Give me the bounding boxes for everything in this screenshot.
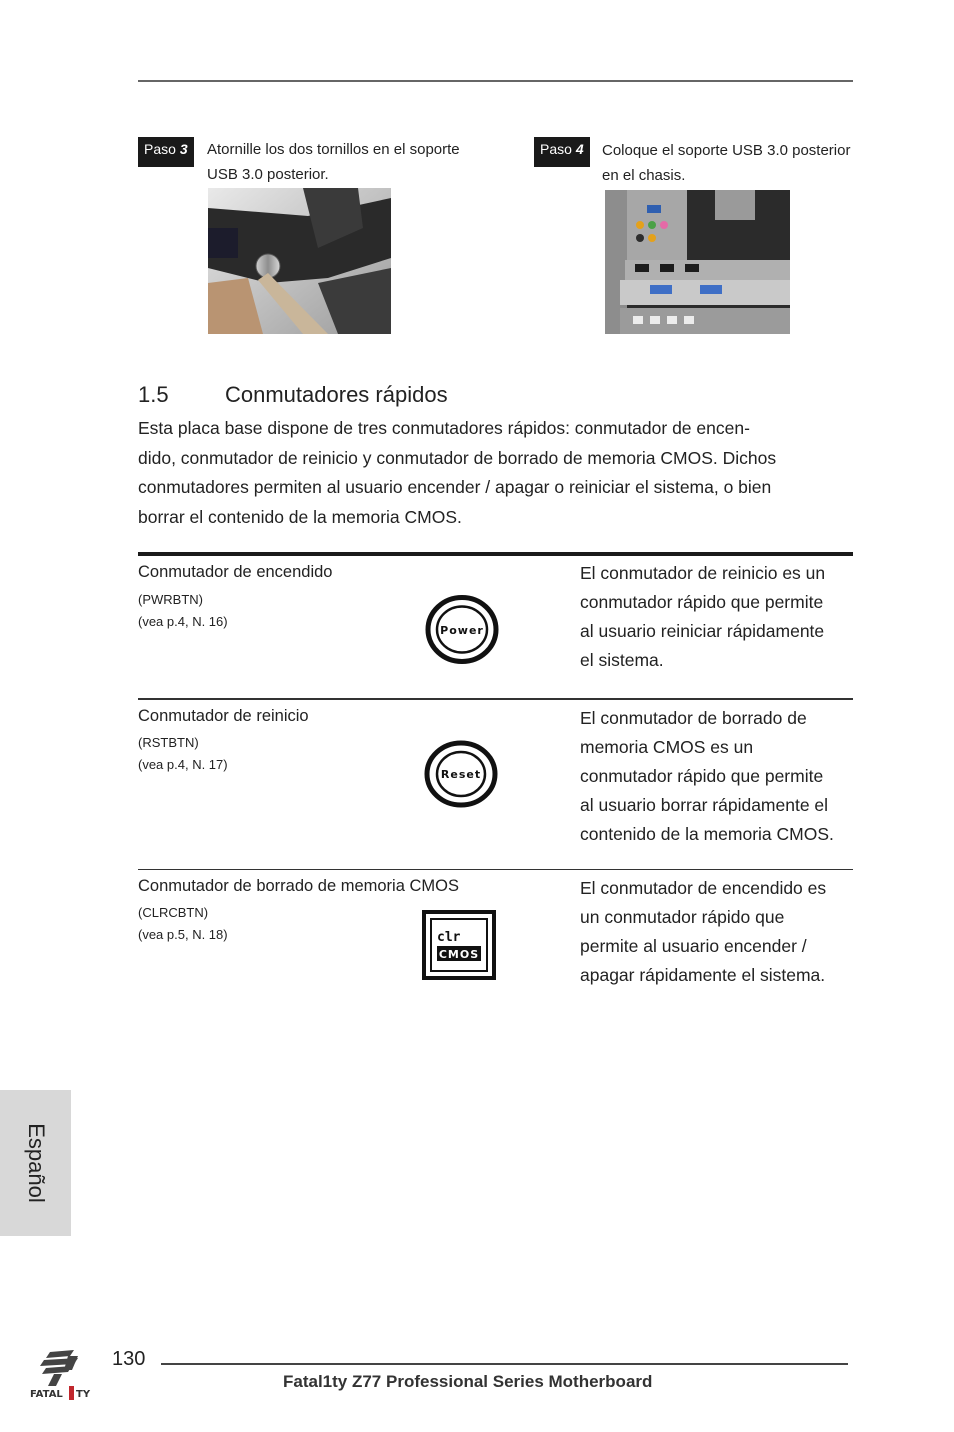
switch-power-desc-2: conmutador rápido que permite <box>580 592 824 612</box>
switch-power-desc-3: al usuario reiniciar rápidamente <box>580 621 825 641</box>
step-3-badge <box>138 137 194 167</box>
step-4-badge-label: Paso <box>540 141 572 157</box>
switch-reset-code: (RSTBTN) <box>138 735 199 750</box>
step-3-badge-label: Paso <box>144 141 176 157</box>
step-4-text <box>602 138 850 188</box>
cmos-icon-label: CMOS <box>438 948 480 961</box>
switch-power-meta <box>138 589 228 633</box>
intro-line-1: Esta placa base dispone de tres conmutadores rápidos: conmutador de encen- <box>138 418 750 438</box>
table-row-divider-1 <box>138 698 853 700</box>
language-side-tab <box>0 1090 71 1236</box>
switch-clrcmos-meta <box>138 902 228 946</box>
step-4-line-2: en el chasis. <box>602 167 686 184</box>
chassis-bracket-photo <box>605 190 790 334</box>
section-number: 1.5 <box>138 382 169 407</box>
switch-power-code: (PWRBTN) <box>138 592 203 607</box>
reset-button-graphic <box>423 739 499 809</box>
section-title <box>138 382 448 408</box>
reset-button-icon <box>423 739 499 809</box>
section-title-text: Conmutadores rápidos <box>225 382 448 407</box>
switch-reset-ref: (vea p.4, N. 17) <box>138 757 228 772</box>
step-3-photo <box>208 188 391 334</box>
switch-power-name: Conmutador de encendido <box>138 563 333 581</box>
clear-cmos-button-icon <box>422 910 496 980</box>
step-3-line-1: Atornille los dos tornillos en el soporte <box>207 141 460 158</box>
page-number: 130 <box>112 1348 146 1370</box>
footer-rule <box>161 1363 848 1365</box>
step-4-photo <box>605 190 790 334</box>
switch-clrcmos-ref: (vea p.5, N. 18) <box>138 927 228 942</box>
intro-line-2: dido, conmutador de reinicio y conmutador de borrado de memoria CMOS. Dichos <box>138 447 777 468</box>
switch-power-desc-4: el sistema. <box>580 650 664 670</box>
switch-clrcmos-code: (CLRCBTN) <box>138 905 209 920</box>
switch-reset-desc-1: El conmutador de borrado de <box>580 708 807 728</box>
switch-clrcmos-desc-3: permite al usuario encender / <box>580 936 807 956</box>
switch-clrcmos-name: Conmutador de borrado de memoria CMOS <box>138 877 459 895</box>
switch-reset-name: Conmutador de reinicio <box>138 707 309 725</box>
switch-clrcmos-desc-1: El conmutador de encendido es <box>580 878 827 898</box>
switch-reset-desc-5: contenido de la memoria CMOS. <box>580 824 834 844</box>
switch-reset-desc-2: memoria CMOS es un <box>580 737 754 757</box>
switch-reset-desc <box>580 704 880 849</box>
screwdriver-bracket-photo <box>208 188 391 334</box>
switch-clrcmos-desc <box>580 874 870 990</box>
reset-icon-label: Reset <box>440 768 482 781</box>
power-icon-label: Power <box>440 624 484 637</box>
step-3-line-2: USB 3.0 posterior. <box>207 166 329 183</box>
top-rule <box>138 80 853 82</box>
switch-power-desc <box>580 559 870 675</box>
power-button-icon <box>424 594 500 665</box>
logo-wordmark-end: TY <box>76 1389 91 1400</box>
language-side-tab-label: Español <box>23 1123 49 1203</box>
switch-reset-desc-3: conmutador rápido que permite <box>580 766 824 786</box>
clr-icon-label: clr <box>437 930 461 945</box>
table-top-rule <box>138 552 853 556</box>
step-3-text <box>207 137 460 187</box>
power-button-graphic <box>424 594 500 665</box>
switch-clrcmos-desc-2: un conmutador rápido que <box>580 907 785 927</box>
step-4-badge <box>534 137 590 167</box>
step-4-line-1: Coloque el soporte USB 3.0 posterior <box>602 142 851 159</box>
footer-product: Fatal1ty Z77 Professional Series Motherboard <box>283 1372 653 1391</box>
intro-line-4: borrar el contenido de la memoria CMOS. <box>138 506 462 527</box>
logo-wordmark: FATAL <box>30 1389 63 1400</box>
table-row-divider-2 <box>138 869 853 870</box>
intro-line-3: conmutadores permiten al usuario encender / apagar o reiniciar el sistema, o bien <box>138 477 772 497</box>
switch-clrcmos-desc-4: apagar rápidamente el sistema. <box>580 965 826 985</box>
step-3-number: 3 <box>179 141 188 157</box>
clear-cmos-button-graphic <box>422 910 496 980</box>
section-intro <box>138 414 858 532</box>
switch-reset-meta <box>138 732 228 776</box>
switch-power-desc-1: El conmutador de reinicio es un <box>580 563 826 583</box>
fatal1ty-logo-graphic <box>28 1348 106 1404</box>
step-4-number: 4 <box>575 141 584 157</box>
switch-reset-desc-4: al usuario borrar rápidamente el <box>580 795 829 815</box>
switch-power-ref: (vea p.4, N. 16) <box>138 614 228 629</box>
fatal1ty-logo <box>28 1348 106 1404</box>
